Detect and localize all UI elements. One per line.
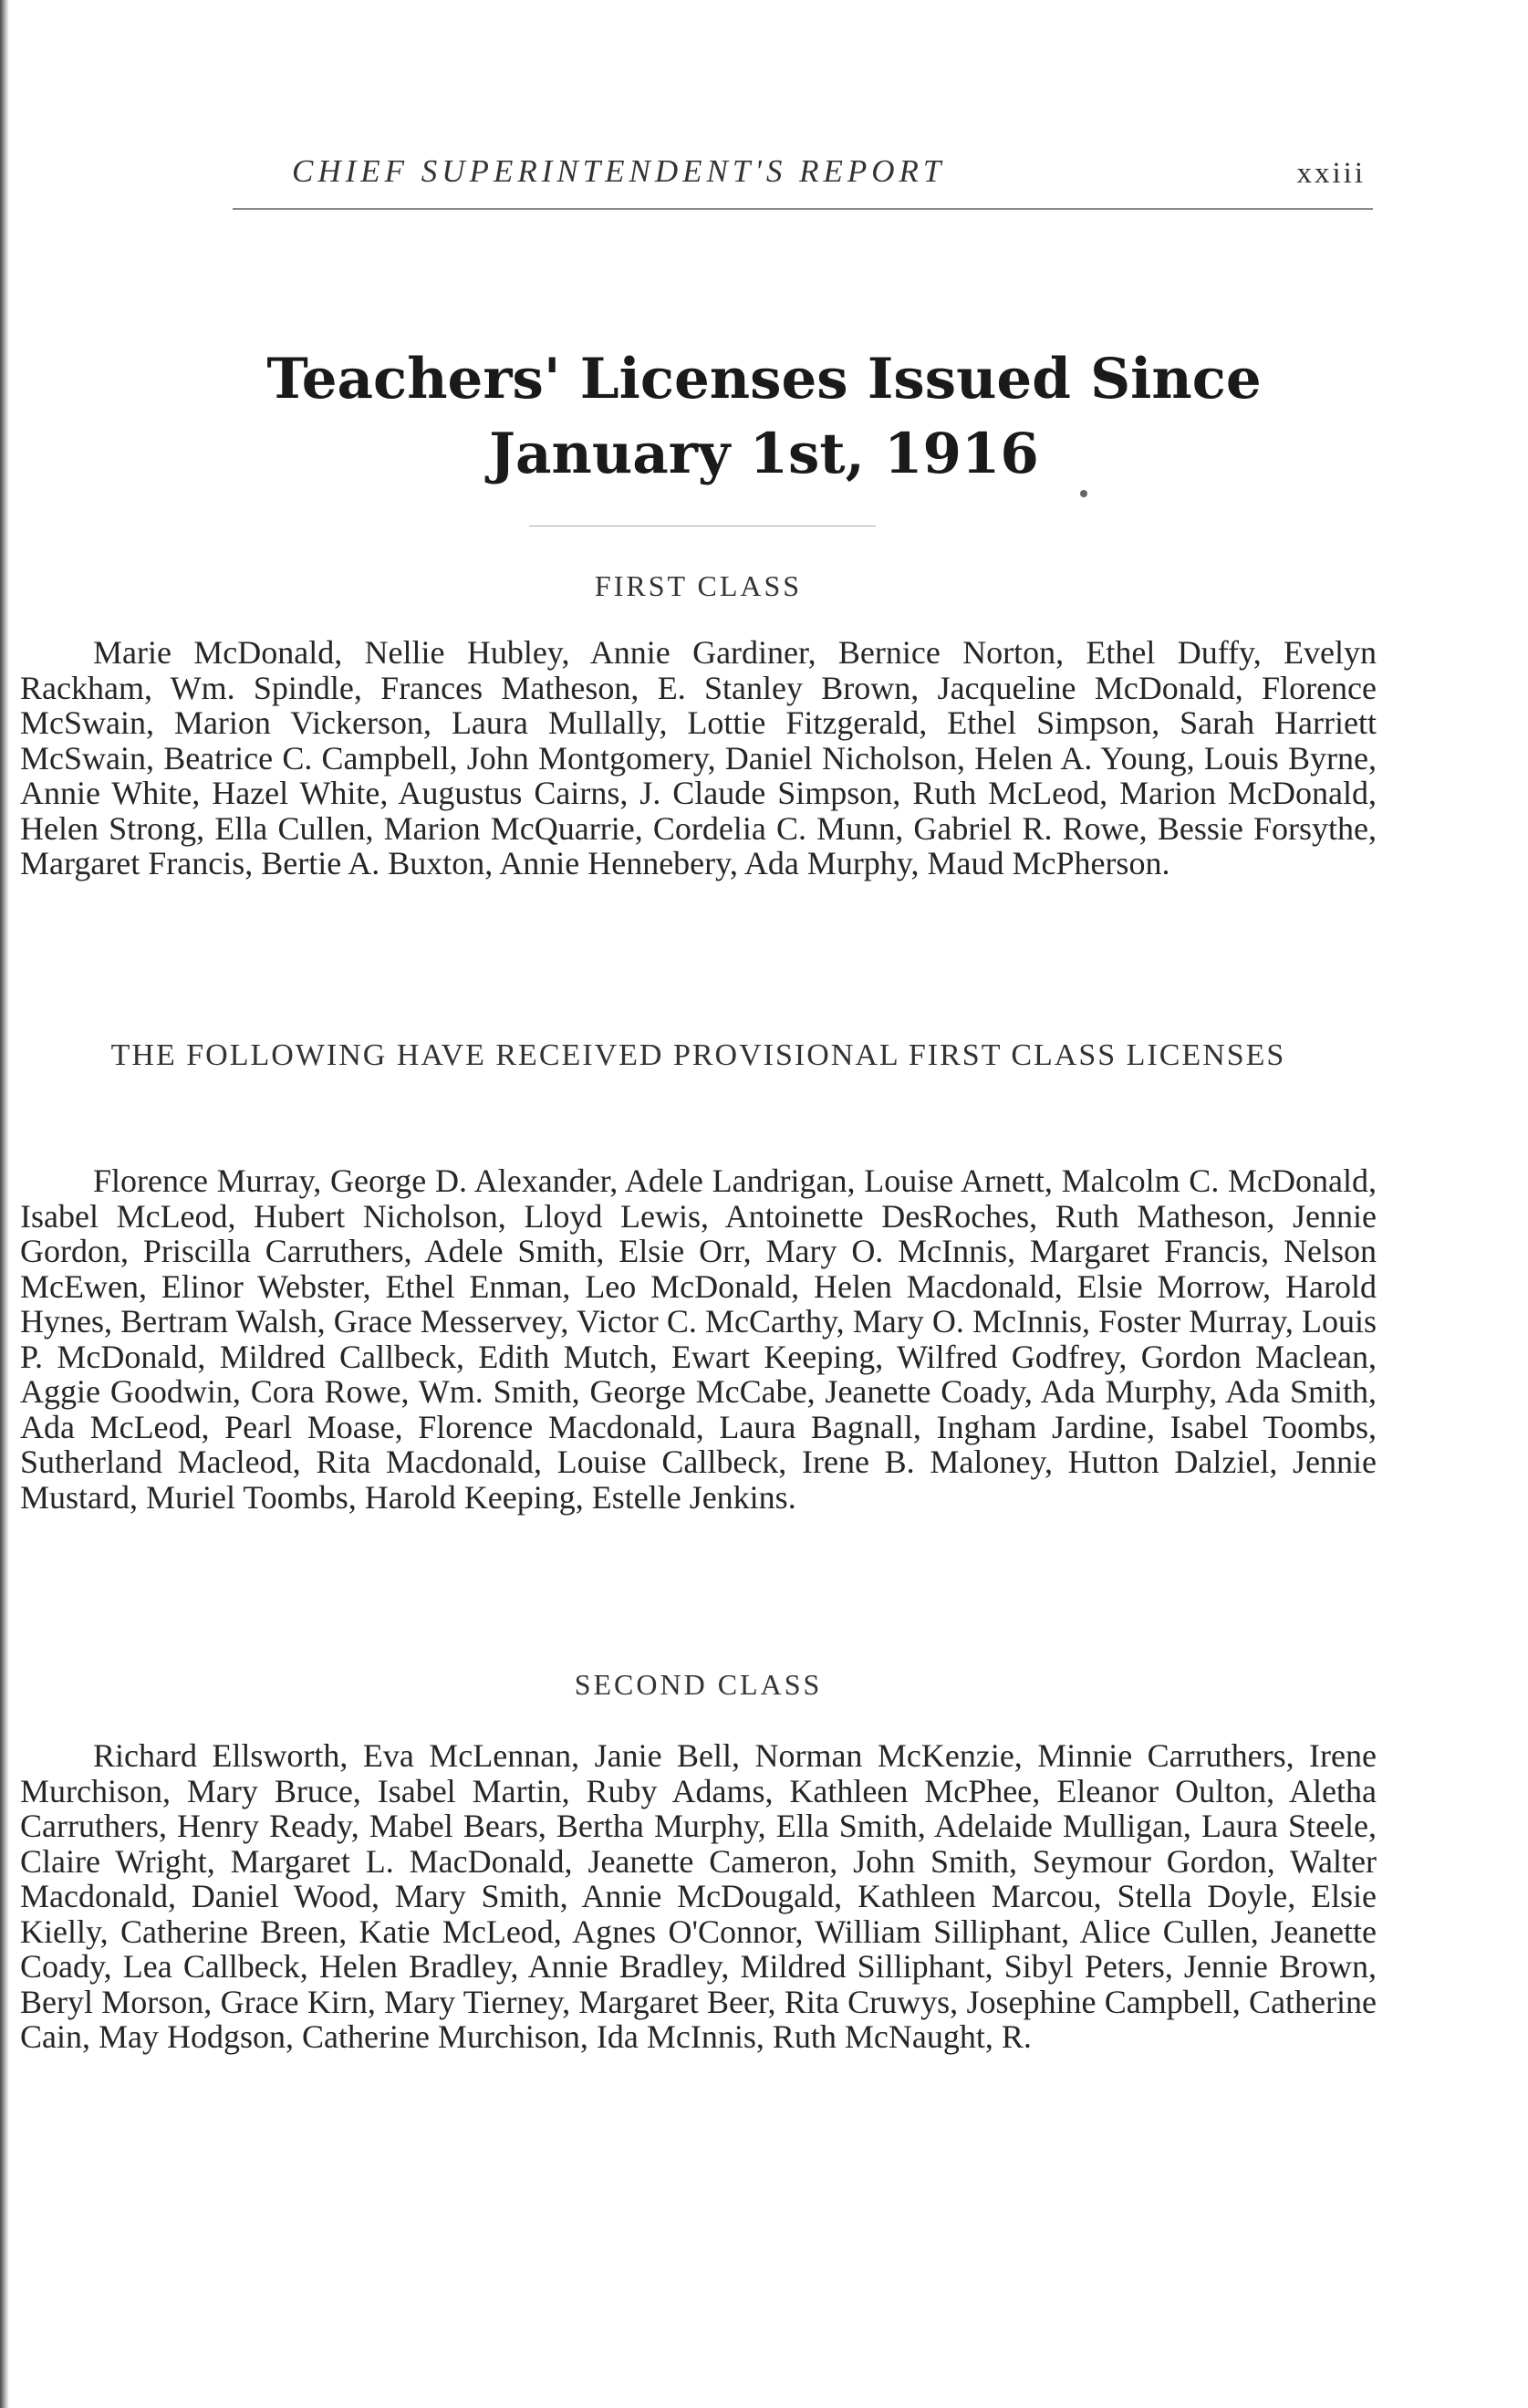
page-binding-edge xyxy=(0,0,9,2408)
page-number: xxiii xyxy=(1296,157,1366,190)
second-class-heading: SECOND CLASS xyxy=(574,1668,823,1701)
provisional-names: Florence Murray, George D. Alexander, Adele Landrigan, Louise Arnett, Malcolm C. McDonald, Isabel McLeod, Hubert Nicholson, Lloyd Lewis, Antoinette DesRoches, Ruth Matheson, Jennie Gordon, Priscilla Carruthers, Adele Smith, Elsie Orr, Mary O. McInnis, Margaret Francis, Nelson McEwen, Elinor Webster, Ethel Enman, Leo McDonald, Helen Macdonald, Elsie Morrow, Harold Hynes, Bertram Walsh, Grace Messervey, Victor C. McCarthy, Mary O. McInnis, Foster Murray, Louis P. McDonald, Mildred Callbeck, Edith Mutch, Ewart Keeping, Wilfred Godfrey, Gordon Maclean, Aggie Goodwin, Cora Rowe, Wm. Smith, George McCabe, Jeanette Coady, Ada Murphy, Ada Smith, Ada McLeod, Pearl Moase, Florence Macdonald, Laura Bagnall, Ingham Jardine, Isabel Toombs, Sutherland Macleod, Rita Macdonald, Louise Callbeck, Irene B. Maloney, Hutton Dalziel, Jennie Mustard, Muriel Toombs, Harold Keeping, Estelle Jenkins. xyxy=(20,1162,1377,1516)
header-rule xyxy=(233,208,1373,210)
second-class-names: Richard Ellsworth, Eva McLennan, Janie Bell, Norman McKenzie, Minnie Carruthers, Irene Murchison, Mary Bruce, Isabel Martin, Ruby Adams, Kathleen McPhee, Eleanor Oulton, Aletha Carruthers, Henry Ready, Mabel Bears, Bertha Murphy, Ella Smith, Adelaide Mulligan, Laura Steele, Claire Wright, Margaret L. MacDonald, Jeanette Cameron, John Smith, Seymour Gordon, Walter Macdonald, Daniel Wood, Mary Smith, Annie McDougald, Kathleen Marcou, Stella Doyle, Elsie Kielly, Catherine Breen, Katie McLeod, Agnes O'Connor, William Silliphant, Alice Cullen, Jeanette Coady, Lea Callbeck, Helen Bradley, Annie Bradley, Mildred Silliphant, Sibyl Peters, Jennie Brown, Beryl Morson, Grace Kirn, Mary Tierney, Margaret Beer, Rita Cruwys, Josephine Campbell, Catherine Cain, May Hodgson, Catherine Murchison, Ida McInnis, Ruth McNaught, R. xyxy=(20,1737,1377,2055)
first-class-heading: FIRST CLASS xyxy=(594,569,803,602)
page-title xyxy=(91,342,1437,492)
provisional-heading: THE FOLLOWING HAVE RECEIVED PROVISIONAL FIRST CLASS LICENSES xyxy=(110,1038,1286,1072)
stray-mark xyxy=(1080,490,1087,497)
page-title-line-2: January 1st, 1916 xyxy=(489,422,1039,486)
running-head: CHIEF SUPERINTENDENT'S REPORT xyxy=(292,153,946,189)
page-title-line-1: Teachers' Licenses Issued Since xyxy=(266,347,1262,412)
first-class-names: Marie McDonald, Nellie Hubley, Annie Gardiner, Bernice Norton, Ethel Duffy, Evelyn Rackham, Wm. Spindle, Frances Matheson, E. Stanley Brown, Jacqueline McDonald, Florence McSwain, Marion Vickerson, Laura Mullally, Lottie Fitzgerald, Ethel Simpson, Sarah Harriett McSwain, Beatrice C. Campbell, John Montgomery, Daniel Nicholson, Helen A. Young, Louis Byrne, Annie White, Hazel White, Augustus Cairns, J. Claude Simpson, Ruth McLeod, Marion McDonald, Helen Strong, Ella Cullen, Marion McQuarrie, Cordelia C. Munn, Gabriel R. Rowe, Bessie Forsythe, Margaret Francis, Bertie A. Buxton, Annie Hennebery, Ada Murphy, Maud McPherson. xyxy=(20,634,1377,881)
